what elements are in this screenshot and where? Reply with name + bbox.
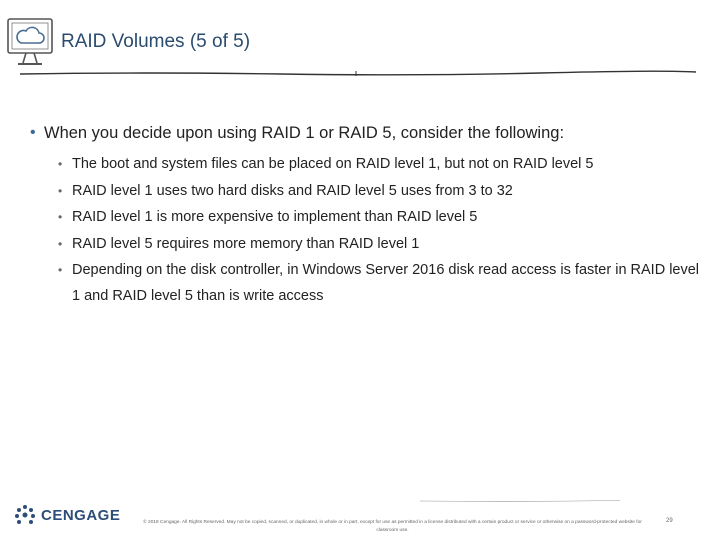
footer-divider — [20, 497, 696, 505]
list-item-text: RAID level 1 uses two hard disks and RAID level 5 uses from 3 to 32 — [72, 182, 513, 199]
cengage-logo — [14, 504, 120, 526]
cengage-logo-icon — [14, 504, 36, 526]
intro-text: When you decide upon using RAID 1 or RAID 5, consider the following: — [44, 124, 565, 142]
bullet-icon: • — [58, 236, 63, 251]
list-item-text: RAID level 5 requires more memory than RAID level 1 — [72, 235, 420, 252]
bullet-icon: • — [58, 183, 63, 198]
copyright-notice: © 2018 Cengage. All Rights Reserved. May not be copied, scanned, or duplicated, in whole or in part, except for use as permitted in a license distributed with a certain product or service or otherwise on a password-protected website for classroom use. — [143, 520, 642, 533]
list-item-text: Depending on the disk controller, in Windows Server 2016 disk read access is faster in RAID level 1 and RAID level 5 than is write access — [72, 262, 700, 304]
sub-bullet-list — [30, 151, 700, 309]
bullet-icon: • — [30, 124, 36, 141]
page-number: 29 — [666, 518, 673, 524]
list-item — [60, 204, 700, 231]
intro-bullet — [30, 121, 700, 145]
bullet-icon: • — [58, 157, 63, 171]
slide-content — [30, 121, 700, 309]
bullet-icon: • — [58, 263, 63, 277]
list-item — [60, 151, 700, 178]
logo-text: CENGAGE — [41, 506, 121, 524]
list-item — [60, 178, 700, 205]
list-item — [60, 257, 700, 309]
list-item-text: RAID level 1 is more expensive to implement than RAID level 5 — [72, 209, 478, 225]
list-item-text: The boot and system files can be placed on RAID level 1, but not on RAID level 5 — [72, 156, 594, 172]
slide-title: RAID Volumes (5 of 5) — [61, 31, 251, 52]
list-item — [60, 231, 700, 258]
bullet-icon: • — [58, 210, 63, 224]
header-divider — [20, 68, 696, 78]
cloud-monitor-icon — [6, 16, 54, 68]
